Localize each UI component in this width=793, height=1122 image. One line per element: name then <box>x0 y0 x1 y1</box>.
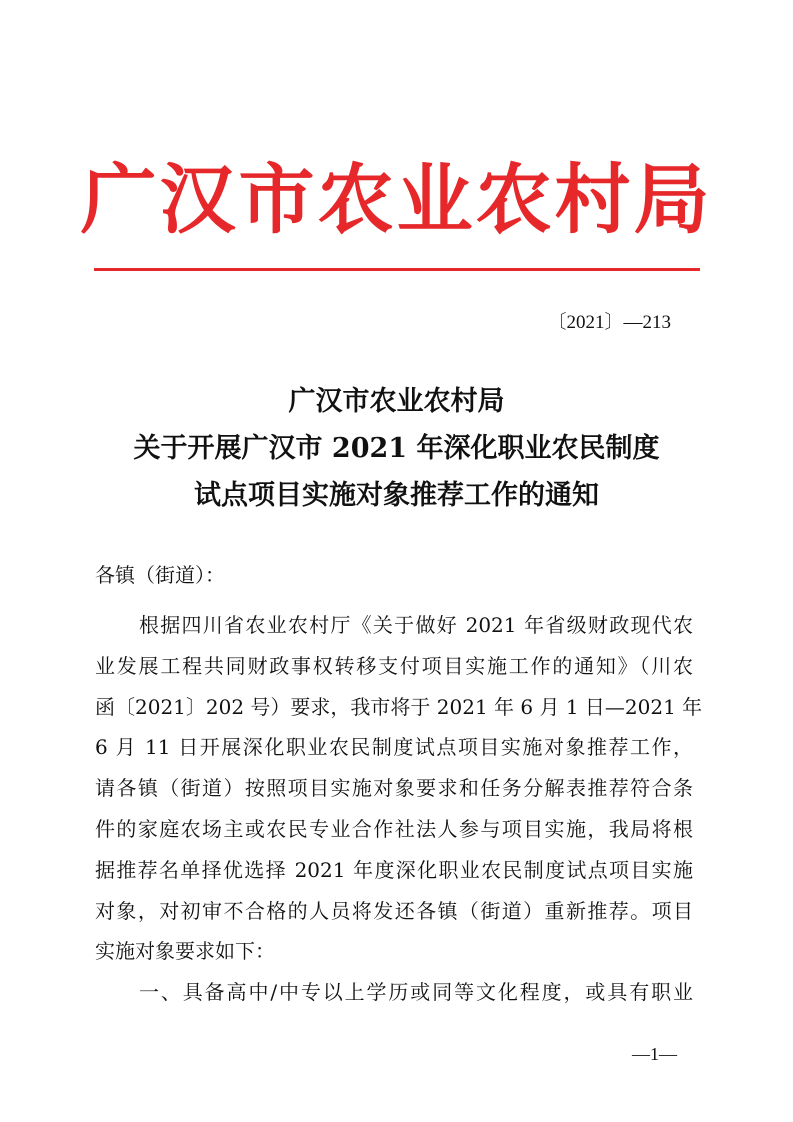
body-line: 函〔2021〕202 号）要求，我市将于 2021 年 6 月 1 日—2021 年 <box>95 694 703 719</box>
red-separator-line <box>94 268 700 271</box>
page-number: —1— <box>632 1044 677 1064</box>
body-line: 业发展工程共同财政事权转移支付项目实施工作的通知》（川农 <box>95 653 693 678</box>
title-line-3: 试点项目实施对象推荐工作的通知 <box>194 480 599 511</box>
body-line: 件的家庭农场主或农民专业合作社法人参与项目实施，我局将根 <box>95 816 693 841</box>
masthead-title: 广汉市农业农村局 <box>80 155 713 244</box>
notice-title <box>0 378 793 519</box>
title-line-1: 广汉市农业农村局 <box>288 386 505 417</box>
requirement-item-one: 一、具备高中/中专以上学历或同等文化程度，或具有职业 <box>139 980 693 1004</box>
title-line-2: 关于开展广汉市 2021 年深化职业农民制度 <box>133 433 660 464</box>
body-line: 对象，对初审不合格的人员将发还各镇（街道）重新推荐。项目 <box>95 898 693 923</box>
body-line: 6 月 11 日开展深化职业农民制度试点项目实施对象推荐工作， <box>95 735 693 760</box>
body-line: 据推荐名单择优选择 2021 年度深化职业农民制度试点项目实施 <box>95 857 693 882</box>
body-paragraph <box>95 605 703 972</box>
body-line: 实施对象要求如下： <box>95 939 275 964</box>
body-line: 请各镇（街道）按照项目实施对象要求和任务分解表推荐符合条 <box>95 776 693 801</box>
salutation: 各镇（街道）： <box>95 563 225 587</box>
body-line: 根据四川省农业农村厅《关于做好 2021 年省级财政现代农 <box>139 613 693 637</box>
document-number: 〔2021〕—213 <box>547 312 671 333</box>
